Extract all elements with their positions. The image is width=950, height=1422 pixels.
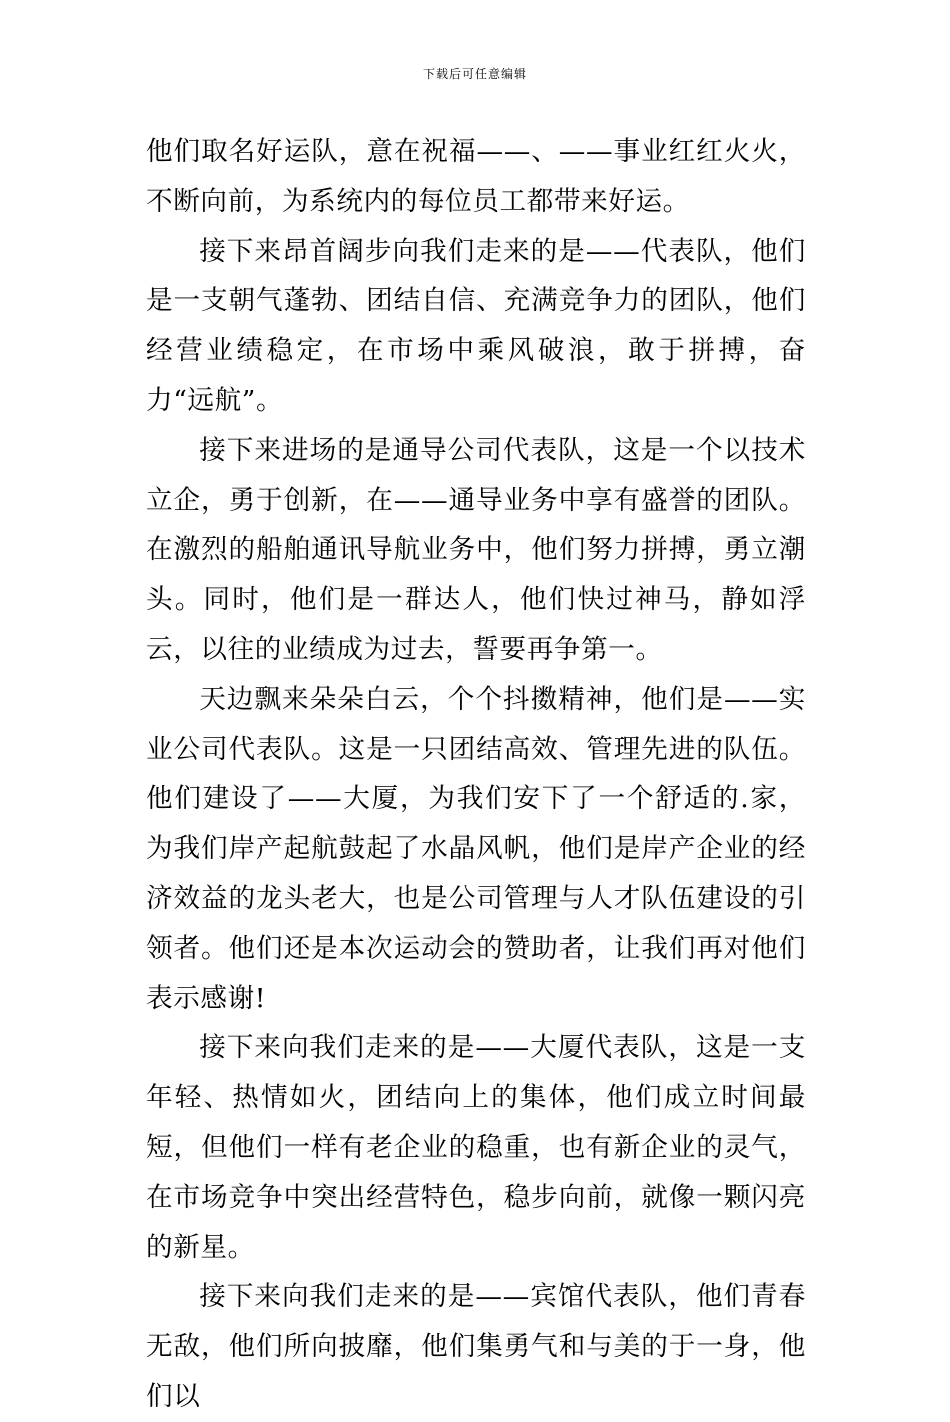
document-body [146, 127, 806, 1422]
paragraph-4: 天边飘来朵朵白云，个个抖擞精神，他们是——实业公司代表队。这是一只团结高效、管理先进的队伍。他们建设了——大厦，为我们安下了一个舒适的.家，为我们岸产起航鼓起了水晶风帆，他们是岸产企业的经济效益的龙头老大，也是公司管理与人才队伍建设的引领者。他们还是本次运动会的赞助者，让我们再对他们表示感谢! [146, 683, 806, 1014]
paragraph-3: 接下来进场的是通导公司代表队，这是一个以技术立企，勇于创新，在——通导业务中享有盛誉的团队。在激烈的船舶通讯导航业务中，他们努力拼搏，勇立潮头。同时，他们是一群达人，他们快过神马，静如浮云，以往的业绩成为过去，誓要再争第一。 [146, 434, 806, 665]
paragraph-5: 接下来向我们走来的是——大厦代表队，这是一支年轻、热情如火，团结向上的集体，他们成立时间最短，但他们一样有老企业的稳重，也有新企业的灵气，在市场竞争中突出经营特色，稳步向前，就像一颗闪亮的新星。 [146, 1032, 806, 1263]
paragraph-2: 接下来昂首阔步向我们走来的是——代表队，他们是一支朝气蓬勃、团结自信、充满竞争力的团队，他们经营业绩稳定，在市场中乘风破浪，敢于拼搏，奋力“远航”。 [146, 235, 806, 416]
paragraph-1: 他们取名好运队，意在祝福——、——事业红红火火，不断向前，为系统内的每位员工都带来好运。 [146, 136, 806, 217]
paragraph-6: 接下来向我们走来的是——宾馆代表队，他们青春无敌，他们所向披靡，他们集勇气和与美的于一身，他们以 [146, 1281, 806, 1412]
page-header: 下载后可任意编辑 [422, 67, 527, 81]
